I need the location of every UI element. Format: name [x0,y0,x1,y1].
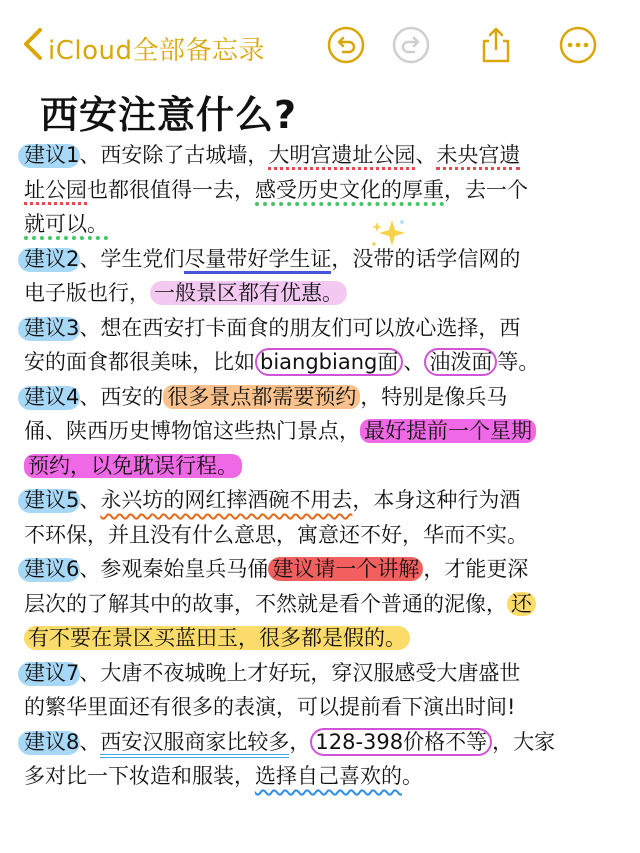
note-text: ，没带的话学信网的 [331,246,521,271]
highlighted-text: 预约，以免耽误行程。 [24,454,242,478]
note-text: ， [289,729,311,754]
undo-icon[interactable] [326,25,366,65]
tip-number: 建议7、 [24,656,100,691]
note-line [24,380,624,415]
highlighted-text: 选择自己喜欢的 [255,764,402,788]
note-text: 学生党们 [100,246,185,271]
tip-number: 建议3、 [24,311,100,346]
tip-number: 建议8、 [24,725,100,760]
back-button[interactable]: iCloud全部备忘录 [48,36,265,66]
note-line [24,759,624,794]
nav-bar [0,0,640,90]
note-line [24,311,624,346]
highlighted-text: 最好提前一个星期 [360,419,536,443]
note-text: 大唐不夜城晚上才好玩，穿汉服感受大唐盛世 [100,660,521,685]
note-text: 等。 [497,350,540,374]
note-text: 想在西安打卡面食的朋友们可以放心选择，西 [100,315,521,340]
note-text: 、 [415,143,437,167]
note-line [24,518,624,553]
highlighted-text: 永兴坊的网红摔酒碗不用去 [100,488,353,512]
note-line [24,173,624,208]
note-title[interactable]: 西安注意什么? [40,93,298,137]
note-line [24,207,624,242]
note-text: 俑、陕西历史博物馆这些热门景点， [24,419,360,443]
redo-icon[interactable] [391,25,431,65]
note-line [24,725,624,760]
highlighted-text: 未央宫遗 [436,143,520,170]
note-text: 、 [403,350,425,374]
highlighted-text: 128-398价格不等 [310,728,492,756]
share-icon[interactable] [476,25,516,65]
highlighted-text: 尽量带好学生证 [184,247,331,274]
highlighted-text: 有不要在景区买蓝田玉，很多都是假的。 [24,626,410,650]
highlighted-text: 就可以。 [24,212,108,240]
note-text: 层次的了解其中的故事，不然就是看个普通的泥像， [24,591,507,616]
note-text: ，本身这种行为酒 [352,488,521,512]
note-text: ，去一个 [444,177,528,202]
note-line [24,414,624,449]
highlighted-text: 感受历史文化的厚重 [255,178,444,206]
note-line [24,656,624,691]
note-text: 多对比一下妆造和服装， [24,764,255,788]
note-text: ，大家 [492,729,556,754]
note-line [24,242,624,277]
note-text: 的繁华里面还有很多的表演，可以提前看下演出时间! [24,695,516,719]
note-line [24,587,624,622]
tip-number: 建议1、 [24,138,100,173]
highlighted-text: 很多景点都需要预约 [163,385,360,409]
highlighted-text: 大明宫遗址公园 [268,143,415,170]
tip-number: 建议2、 [24,242,100,277]
note-text: 电子版也行， [24,281,150,305]
note-text: 安的面食都很美味，比如 [24,350,255,374]
highlighted-text: 一般景区都有优惠。 [150,281,347,305]
more-icon[interactable] [558,25,598,65]
tip-number: 建议6、 [24,552,100,587]
note-text: 不环保，并且没有什么意思，寓意还不好，华而不实。 [24,522,528,547]
note-line [24,138,624,173]
note-text: 参观秦始皇兵马俑 [100,557,269,581]
highlighted-text: biangbiang面 [255,348,403,376]
note-text: ，才能更深 [423,557,529,581]
note-line [24,621,624,656]
tip-number: 建议5、 [24,483,100,518]
highlighted-text: 西安汉服商家比较多 [100,730,289,758]
tip-number: 建议4、 [24,380,100,415]
note-text: 西安除了古城墙， [100,143,269,167]
highlighted-text: 址公园 [24,178,87,205]
note-line [24,449,624,484]
highlighted-text: 油泼面 [424,348,497,376]
note-text: 也都很值得一去， [87,177,255,202]
note-text: ，特别是像兵马 [360,384,508,409]
note-text: 西安的 [100,384,164,409]
note-line [24,345,624,380]
chevron-left-icon[interactable] [18,26,48,62]
highlighted-text: 建议请一个讲解 [268,557,423,581]
note-line [24,483,624,518]
note-line [24,276,624,311]
note-body[interactable] [24,138,624,794]
note-line [24,690,624,725]
note-text: 。 [402,764,423,788]
highlighted-text: 还 [507,592,536,616]
note-line [24,552,624,587]
